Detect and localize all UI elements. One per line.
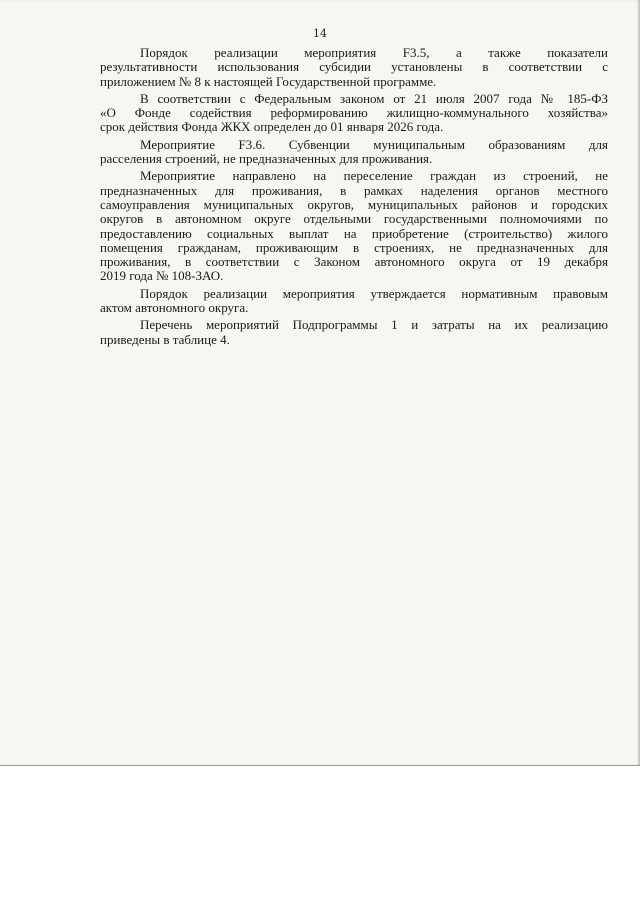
text-line: В соответствии с Федеральным законом от 21 июля 2007 года № 185-ФЗ [140,91,608,106]
paragraph-approval-order [100,287,608,316]
text-line: Перечень мероприятий Подпрограммы 1 и затраты на их реализацию [140,318,608,333]
paragraph-f35-indicators [100,46,608,89]
text-line: помещения гражданам, проживающим в строениях, не предназначенных для [100,240,608,255]
text-line: приведены в таблице 4. [100,331,230,347]
text-line: проживания, в соответствии с Законом автономного округа от 19 декабря [100,255,608,270]
text-line: актом автономного округа. [100,300,249,316]
paragraph-table-reference [100,318,608,347]
text-line: 2019 года № 108-ЗАО. [100,268,224,284]
text-line: Мероприятие направлено на переселение граждан из строений, не [140,169,608,184]
text-line: Порядок реализации мероприятия F3.5, а также показатели [140,46,608,60]
text-line: срок действия Фонда ЖКХ определен до 01 января 2026 года. [100,119,444,135]
paragraph-federal-law [100,92,608,135]
text-line: «О Фонде содействия реформированию жилищно-коммунального хозяйства» [100,106,608,121]
text-line: Порядок реализации мероприятия утверждается нормативным правовым [140,286,608,301]
page-number: 14 [313,27,327,40]
paragraph-f36-title [100,138,608,167]
document-body [100,46,608,350]
text-line: результативности использования субсидии установлены в соответствии с [100,60,608,75]
text-line: расселения строений, не предназначенных для проживания. [100,151,433,167]
text-line: предназначенных для проживания, в рамках наделения органов местного [100,183,608,198]
text-line: округов в автономном округе отдельными государственными полномочиями по [100,212,608,227]
text-line: приложением № 8 к настоящей Государственной программе. [100,73,437,89]
text-line: самоуправления муниципальных округов, муниципальных районов и городских [100,197,608,212]
paragraph-f36-description [100,169,608,283]
text-line: Мероприятие F3.6. Субвенции муниципальным образованиям для [140,137,608,152]
text-line: предоставлению социальных выплат на приобретение (строительство) жилого [100,226,608,241]
